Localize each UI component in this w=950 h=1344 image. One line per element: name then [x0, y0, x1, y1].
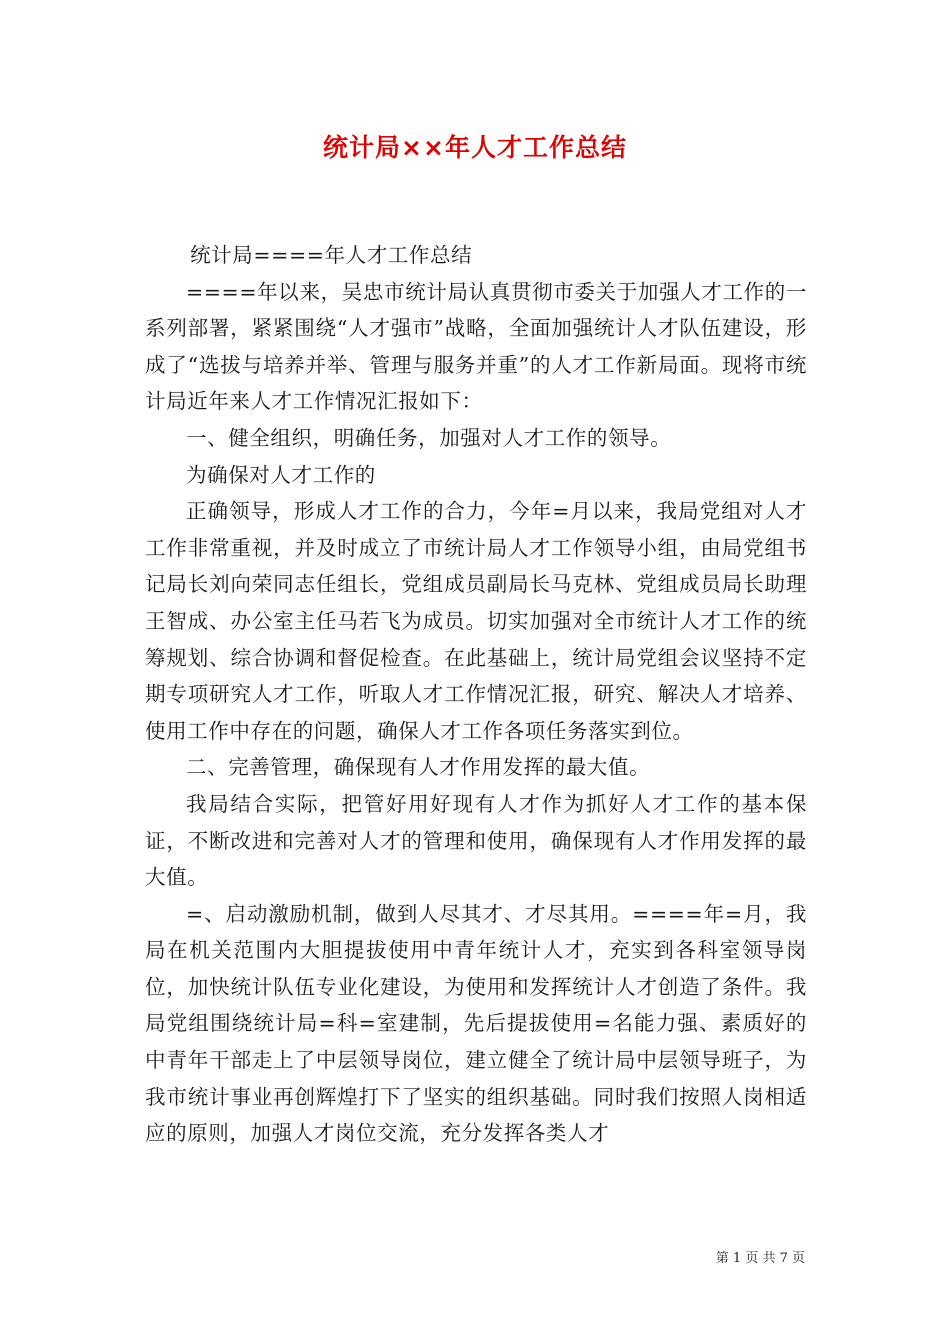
leadership-paragraph: 正确领导，形成人才工作的合力，今年=月以来，我局党组对人才工作非常重视，并及时成立了市统计局人才工作领导小组，由局党组书记局长刘向荣同志任组长，党组成员副局长马克林、党组成员局长助理王智成、办公室主任马若飞为成员。切实加强对全市统计人才工作的统筹规划、综合协调和督促检查。在此基础上，统计局党组会议坚持不定期专项研究人才工作，听取人才工作情况汇报，研究、解决人才培养、使用工作中存在的问题，确保人才工作各项任务落实到位。	[145, 499, 807, 743]
subtitle-paragraph: 统计局====年人才工作总结	[190, 243, 473, 267]
document-title: 统计局××年人才工作总结	[323, 133, 627, 162]
intro-paragraph: ====年以来，吴忠市统计局认真贯彻市委关于加强人才工作的一系列部署，紧紧围绕“人才强市”战略，全面加强统计人才队伍建设，形成了“选拔与培养并举、管理与服务并重”的人才工作新局面。现将市统计局近年来人才工作情况汇报如下：	[145, 279, 807, 414]
section-heading-two: 二、完善管理，确保现有人才作用发挥的最大值。	[186, 755, 651, 780]
section-heading-one: 一、健全组织，明确任务，加强对人才工作的领导。	[186, 425, 672, 450]
page-number: 第 1 页 共 7 页	[715, 1251, 805, 1266]
management-paragraph: 我局结合实际，把管好用好现有人才作为抓好人才工作的基本保证，不断改进和完善对人才的管理和使用，确保现有人才作用发挥的最大值。	[145, 791, 807, 890]
document-body	[145, 237, 807, 1152]
incentive-paragraph: =、启动激励机制，做到人尽其才、才尽其用。====年=月，我局在机关范围内大胆提拔使用中青年统计人才，充实到各科室领导岗位，加快统计队伍专业化建设，为使用和发挥统计人才创造了条件。我局党组围绕统计局=科=室建制，先后提拔使用=名能力强、素质好的中青年干部走上了中层领导岗位，建立健全了统计局中层领导班子，为我市统计事业再创辉煌打下了坚实的组织基础。同时我们按照人岗相适应的原则，加强人才岗位交流，充分发挥各类人才	[145, 901, 807, 1146]
paragraph-fragment: 为确保对人才工作的	[186, 462, 376, 487]
